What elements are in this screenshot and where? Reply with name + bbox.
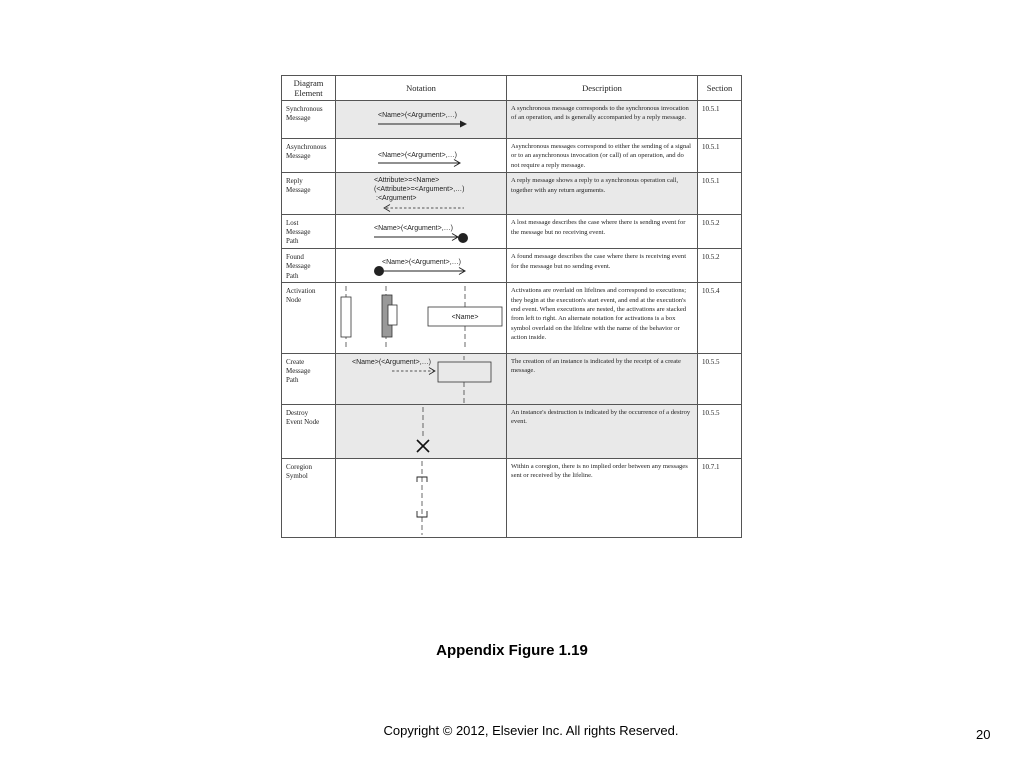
row-section: 10.7.1 <box>698 458 742 537</box>
row-notation <box>336 404 507 458</box>
table-row <box>282 404 742 458</box>
header-notation: Notation <box>336 76 507 101</box>
row-notation <box>336 101 507 139</box>
header-section: Section <box>698 76 742 101</box>
row-section: 10.5.2 <box>698 215 742 249</box>
lost-message-endpoint-icon <box>458 233 468 243</box>
destroy-event-symbol <box>336 405 507 459</box>
row-element: Found Message Path <box>282 249 336 283</box>
row-element: Create Message Path <box>282 353 336 404</box>
row-section: 10.5.5 <box>698 353 742 404</box>
notation-label: <Name>(<Argument>,…) <box>378 152 457 160</box>
row-description: Within a coregion, there is no implied order between any messages sent or received by the lifeline. <box>507 458 698 537</box>
coregion-symbol <box>336 459 507 538</box>
notation-label: <Name> <box>451 314 479 322</box>
table-row <box>282 458 742 537</box>
notation-label: <Name>(<Argument>,…) <box>378 112 457 120</box>
row-description: Activations are overlaid on lifelines and correspond to executions; they begin at the execution's start event, and end at the execution's end event. When executions are nested, the activations are stacked from left to right. An alternate notation for activations is a box symbol overlaid on the lifeline with the name of the behavior or action inside. <box>507 283 698 353</box>
row-description: The creation of an instance is indicated by the receipt of a create message. <box>507 353 698 404</box>
notation-label: <Name>(<Argument>,…) <box>374 225 453 233</box>
table-row <box>282 353 742 404</box>
row-element: Activation Node <box>282 283 336 353</box>
row-notation <box>336 139 507 173</box>
row-element: Reply Message <box>282 173 336 215</box>
row-notation <box>336 283 507 353</box>
destroy-x-icon <box>417 440 429 452</box>
header-row <box>282 76 742 101</box>
row-section: 10.5.4 <box>698 283 742 353</box>
row-notation <box>336 353 507 404</box>
row-notation <box>336 249 507 283</box>
reply-message-symbol <box>336 173 507 215</box>
row-description: Asynchronous messages correspond to either the sending of a signal or to an asynchronous invocation (or call) of an operation, and do not require a reply message. <box>507 139 698 173</box>
row-description: An instance's destruction is indicated by the occurrence of a destroy event. <box>507 404 698 458</box>
row-section: 10.5.1 <box>698 101 742 139</box>
row-section: 10.5.1 <box>698 139 742 173</box>
row-element: Coregion Symbol <box>282 458 336 537</box>
row-element: Lost Message Path <box>282 215 336 249</box>
copyright-notice: Copyright © 2012, Elsevier Inc. All rights Reserved. <box>383 723 679 738</box>
notation-label: <Name>(<Argument>,…) <box>352 358 431 366</box>
row-description: A lost message describes the case where there is sending event for the message but no receiving event. <box>507 215 698 249</box>
row-notation <box>336 215 507 249</box>
row-notation <box>336 458 507 537</box>
row-notation <box>336 173 507 215</box>
row-section: 10.5.5 <box>698 404 742 458</box>
uml-notation-table <box>281 75 742 538</box>
notation-label-line-2: (<Attribute>=<Argument>,…) <box>374 186 465 194</box>
row-section: 10.5.1 <box>698 173 742 215</box>
header-diagram-element: Diagram Element <box>282 76 336 101</box>
activation-node-symbol <box>336 283 507 353</box>
row-element: Destroy Event Node <box>282 404 336 458</box>
page-number: 20 <box>976 727 991 742</box>
create-message-symbol <box>336 354 507 405</box>
table-row <box>282 139 742 173</box>
row-description: A synchronous message corresponds to the synchronous invocation of an operation, and is generally accompanied by a reply message. <box>507 101 698 139</box>
row-description: A found message describes the case where there is receiving event for the message but no sending event. <box>507 249 698 283</box>
row-element: Asynchronous Message <box>282 139 336 173</box>
lost-message-symbol <box>336 215 507 249</box>
table-row <box>282 249 742 283</box>
found-message-symbol <box>336 249 507 283</box>
figure-caption: Appendix Figure 1.19 <box>436 642 588 659</box>
row-description: A reply message shows a reply to a synchronous operation call, together with any return arguments. <box>507 173 698 215</box>
table-row <box>282 283 742 353</box>
synchronous-message-symbol <box>336 101 507 139</box>
notation-label-line-1: <Attribute>=<Name> <box>374 177 440 185</box>
notation-label: <Name>(<Argument>,…) <box>382 259 461 267</box>
asynchronous-message-symbol <box>336 139 507 173</box>
notation-label-line-3: :<Argument> <box>376 195 417 203</box>
row-section: 10.5.2 <box>698 249 742 283</box>
table-row <box>282 101 742 139</box>
table-row <box>282 215 742 249</box>
header-description: Description <box>507 76 698 101</box>
table-row <box>282 173 742 215</box>
row-element: Synchronous Message <box>282 101 336 139</box>
